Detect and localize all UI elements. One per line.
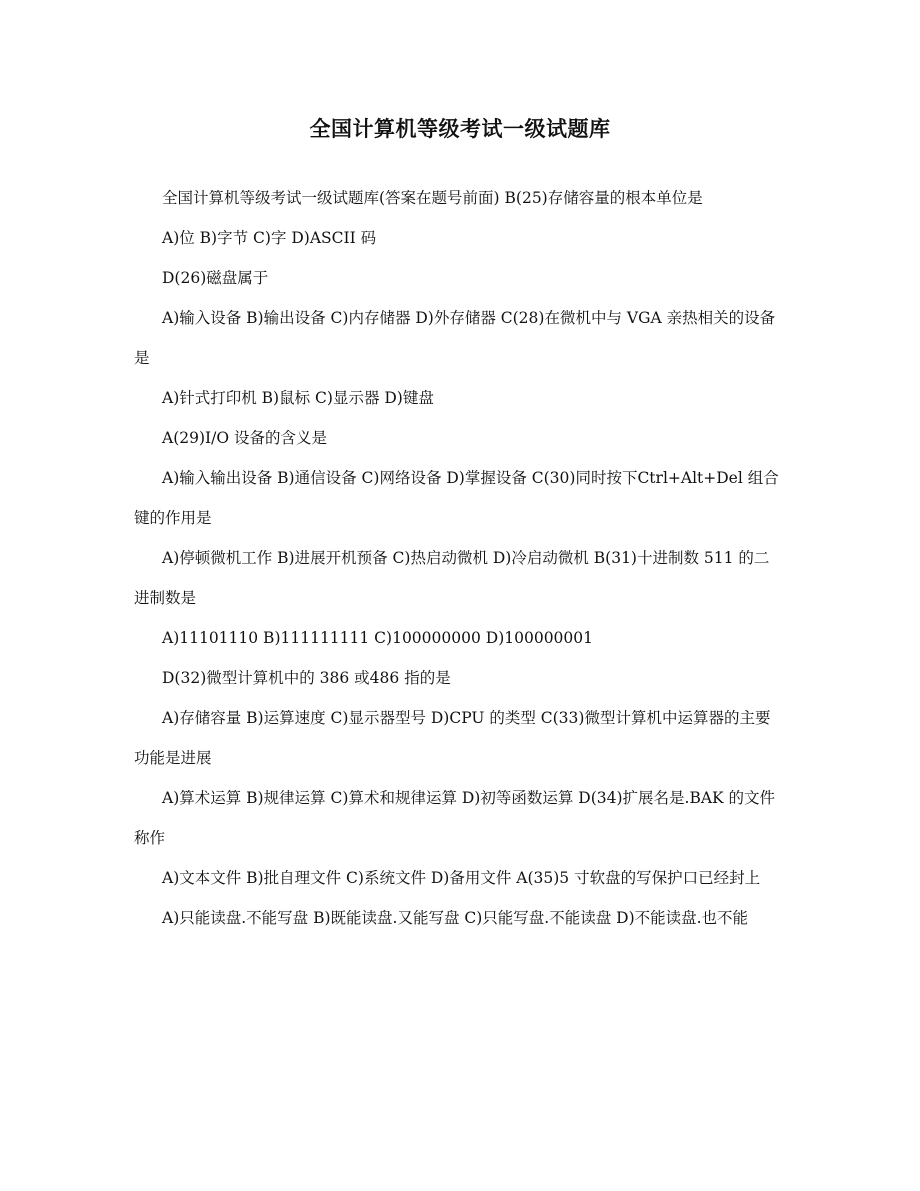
- paragraph: A(29)I/O 设备的含义是: [162, 429, 327, 447]
- paragraph: A)输入设备 B)输出设备 C)内存储器 D)外存储器 C(28)在微机中与 VGA 亲热相关的设备是: [134, 309, 776, 367]
- paragraph: A)位 B)字节 C)字 D)ASCII 码: [162, 229, 377, 247]
- paragraph: A)存储容量 B)运算速度 C)显示器型号 D)CPU 的类型 C(33)微型计算机中运算器的主要功能是进展: [134, 709, 771, 767]
- document-body: [134, 178, 782, 938]
- paragraph: D(26)磁盘属于: [162, 269, 269, 287]
- paragraph: A)文本文件 B)批自理文件 C)系统文件 D)备用文件 A(35)5 寸软盘的写保护口已经封上: [162, 869, 761, 887]
- paragraph: A)针式打印机 B)鼠标 C)显示器 D)键盘: [162, 389, 434, 407]
- paragraph: A)11101110 B)111111111 C)100000000 D)100000001: [162, 629, 593, 647]
- paragraph: 全国计算机等级考试一级试题库(答案在题号前面) B(25)存储容量的根本单位是: [162, 189, 703, 207]
- paragraph: A)只能读盘.不能写盘 B)既能读盘.又能写盘 C)只能写盘.不能读盘 D)不能读盘.也不能: [162, 909, 749, 927]
- document-title: 全国计算机等级考试一级试题库: [309, 116, 611, 141]
- paragraph: D(32)微型计算机中的 386 或486 指的是: [162, 669, 451, 687]
- paragraph: A)输入输出设备 B)通信设备 C)网络设备 D)掌握设备 C(30)同时按下Ctrl+Alt+Del 组合键的作用是: [134, 469, 779, 527]
- paragraph: A)算术运算 B)规律运算 C)算术和规律运算 D)初等函数运算 D(34)扩展名是.BAK 的文件称作: [134, 789, 776, 847]
- paragraph: A)停顿微机工作 B)进展开机预备 C)热启动微机 D)冷启动微机 B(31)十进制数 511 的二进制数是: [134, 549, 770, 607]
